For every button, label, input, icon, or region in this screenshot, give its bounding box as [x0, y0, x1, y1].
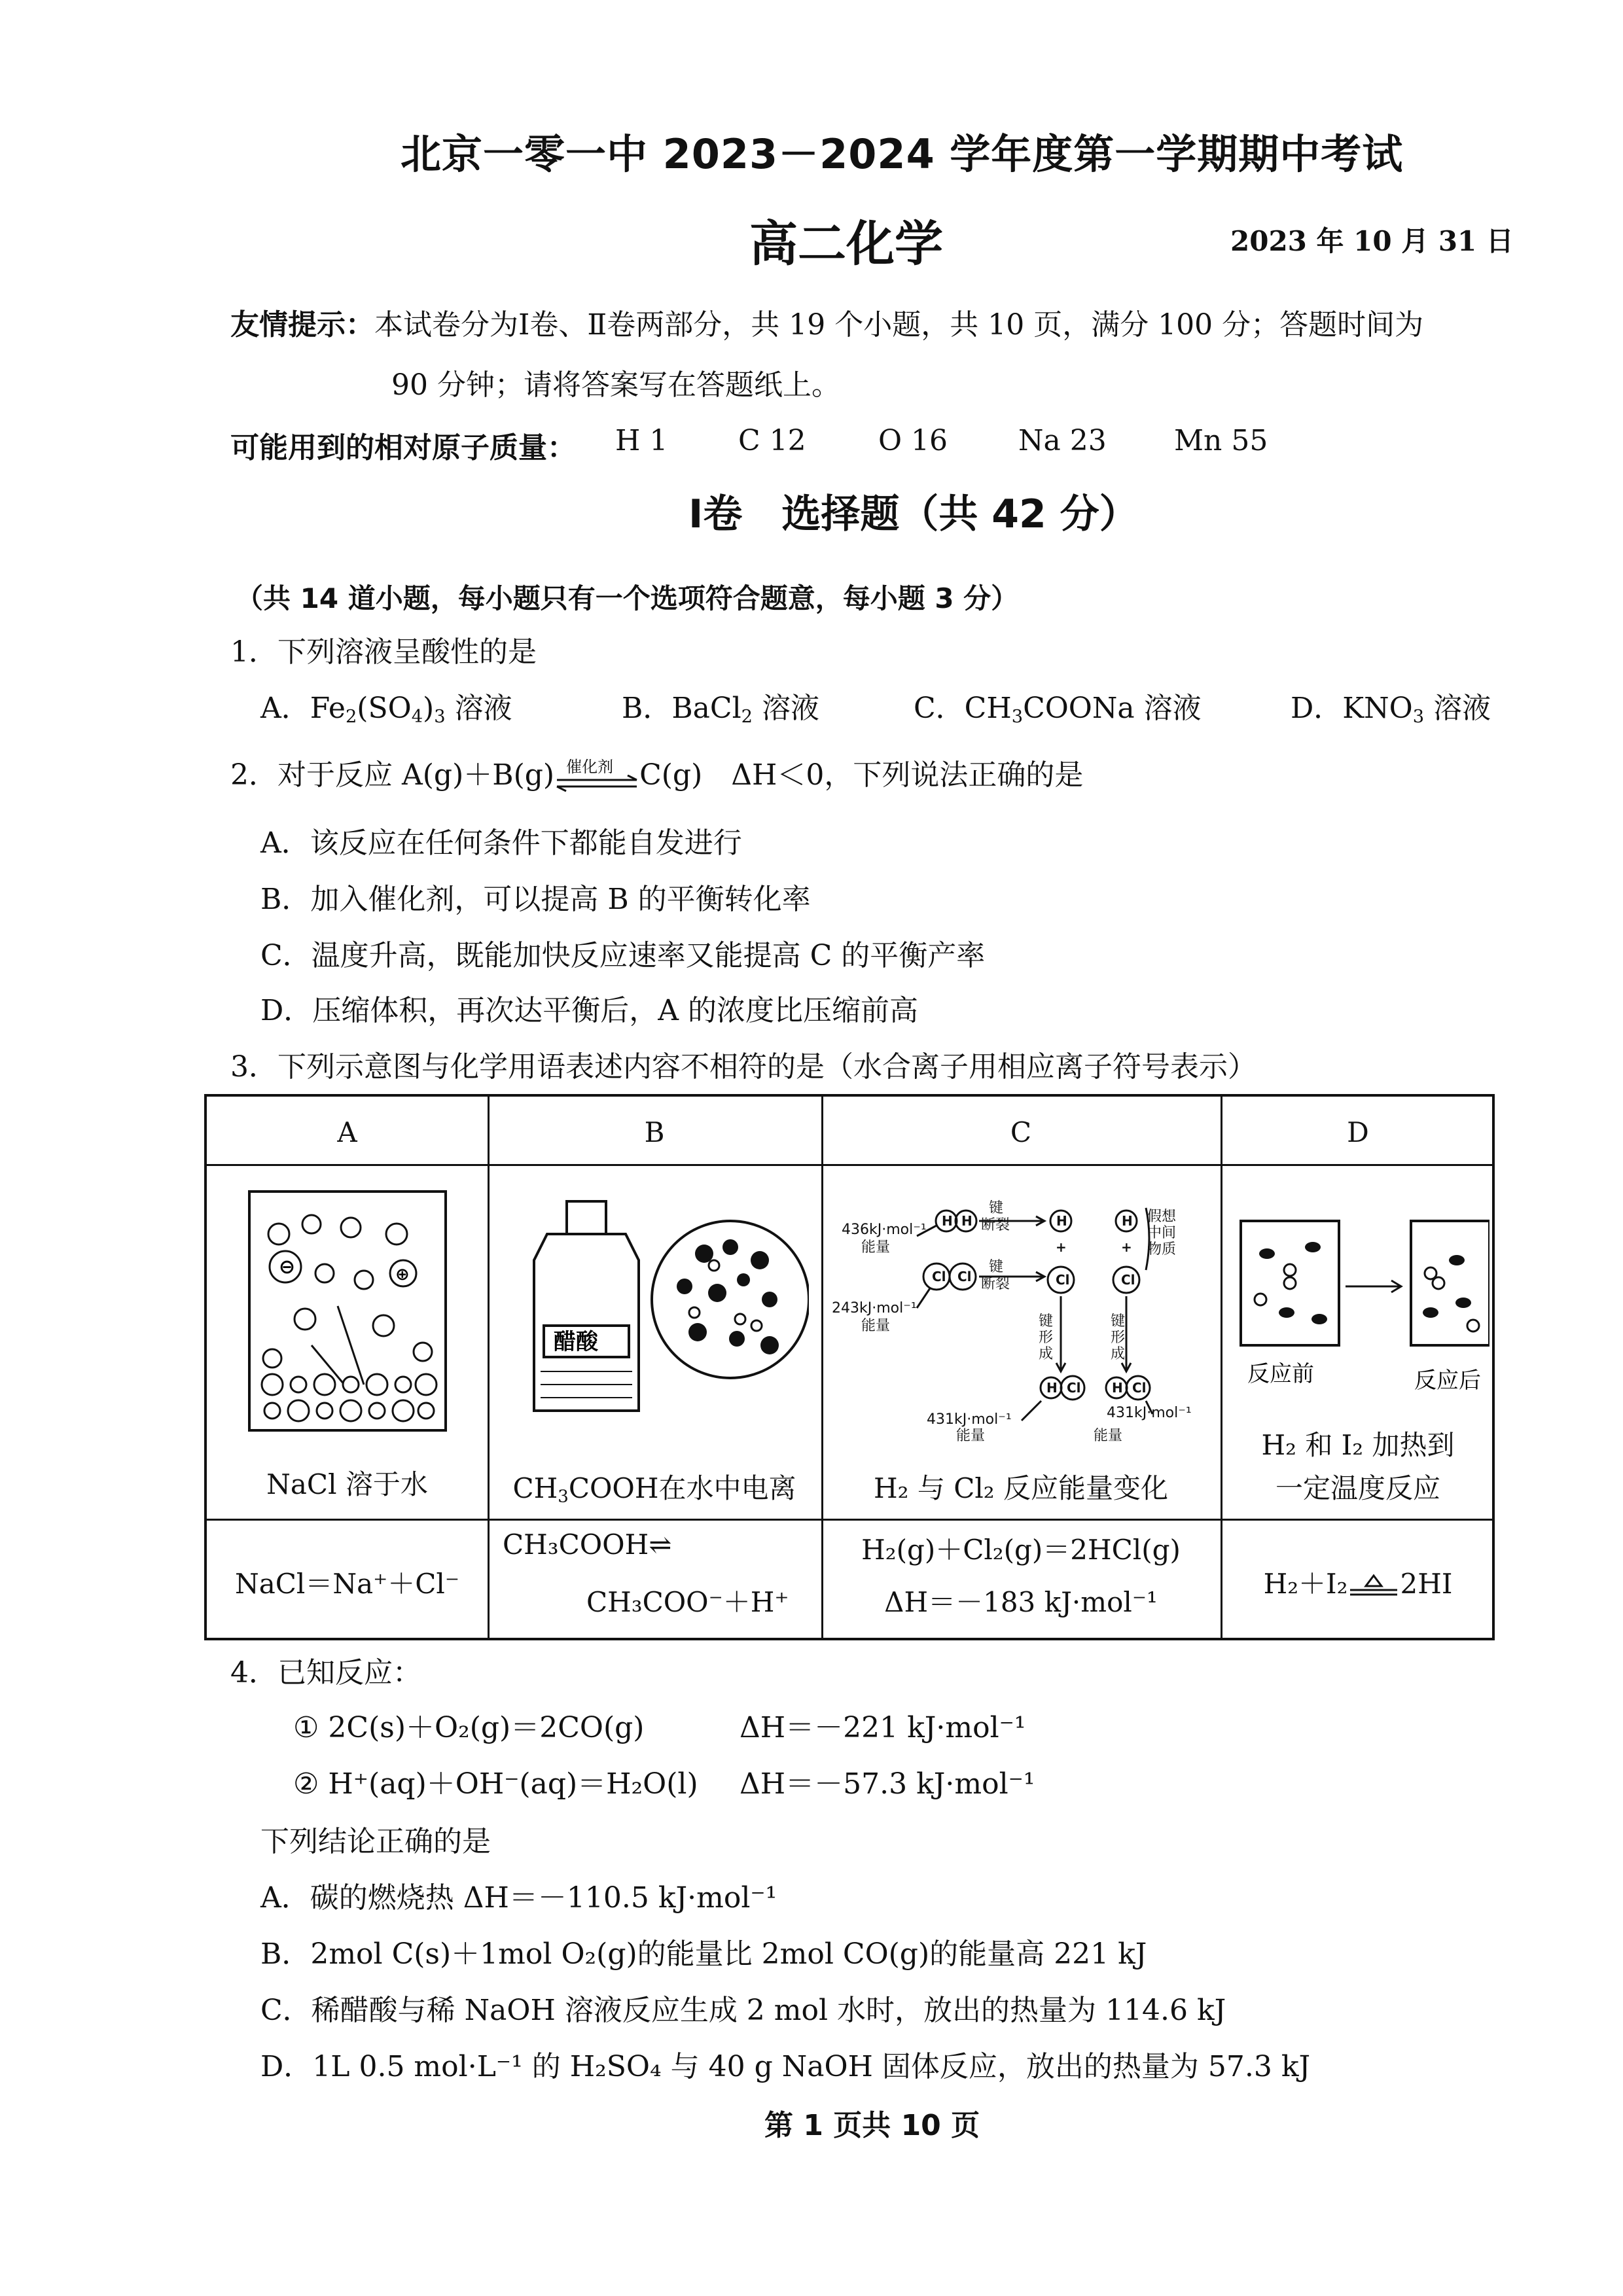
exam-date: 2023 年 10 月 31 日 — [1230, 225, 1514, 257]
h2-i2-reaction-diagram — [1228, 1188, 1489, 1398]
svg-text:431kJ·mol⁻¹: 431kJ·mol⁻¹ — [1107, 1405, 1192, 1421]
svg-text:H: H — [942, 1213, 953, 1229]
notice-text-1: 本试卷分为Ⅰ卷、Ⅱ卷两部分，共 19 个小题，共 10 页，满分 100 分；答题时间为 — [374, 308, 1424, 342]
q4-option-a: A．碳的燃烧热 ΔH＝－110.5 kJ·mol⁻¹ — [260, 1881, 777, 1915]
svg-text:能量: 能量 — [1094, 1428, 1123, 1444]
svg-text:+: + — [1121, 1239, 1132, 1255]
q1-option-d: D．$KNO_3$ 溶液 — [1291, 692, 1491, 727]
svg-text:Cl: Cl — [1056, 1272, 1070, 1288]
svg-text:成: 成 — [1039, 1346, 1054, 1362]
svg-text:431kJ·mol⁻¹: 431kJ·mol⁻¹ — [927, 1411, 1012, 1428]
q2-option-b: B．加入催化剂，可以提高 B 的平衡转化率 — [260, 883, 811, 916]
svg-text:醋酸: 醋酸 — [554, 1329, 598, 1355]
q2-option-d: D．压缩体积，再次达平衡后，A 的浓度比压缩前高 — [260, 994, 919, 1027]
svg-text:H: H — [961, 1213, 972, 1229]
equation-b-line1: CH₃COOH⇌ — [503, 1528, 672, 1561]
svg-text:键: 键 — [989, 1200, 1004, 1216]
mass-na: Na 23 — [1018, 424, 1107, 457]
svg-text:断裂: 断裂 — [981, 1276, 1010, 1292]
q4-reaction-2-dh: ΔH＝－57.3 kJ·mol⁻¹ — [740, 1767, 1035, 1801]
q2-stem: 2．对于反应 A(g)＋B(g) 催化剂 C(g) ΔH＜0，下列说法正确的是 — [230, 757, 1084, 792]
header-d: D — [1347, 1116, 1369, 1148]
svg-text:键: 键 — [1039, 1313, 1054, 1330]
q4-prompt: 下列结论正确的是 — [260, 1825, 491, 1858]
svg-text:H: H — [1056, 1213, 1067, 1229]
q1-option-a: A．$Fe_2(SO_4)_3$ 溶液 — [260, 692, 512, 727]
svg-text:243kJ·mol⁻¹: 243kJ·mol⁻¹ — [832, 1300, 917, 1316]
caption-d-line1: H₂ 和 I₂ 加热到 — [1261, 1429, 1455, 1461]
q2-option-c: C．温度升高，既能加快反应速率又能提高 C 的平衡产率 — [260, 939, 986, 972]
svg-text:断裂: 断裂 — [981, 1217, 1010, 1233]
q1-option-c: C．$CH_3COONa$ 溶液 — [914, 692, 1202, 727]
svg-text:Cl: Cl — [1132, 1380, 1147, 1396]
masses-label: 可能用到的相对原子质量： — [230, 431, 576, 465]
svg-text:形: 形 — [1111, 1330, 1126, 1346]
svg-text:H: H — [1122, 1213, 1133, 1229]
svg-text:+: + — [1056, 1239, 1067, 1255]
notice-line-1 — [230, 301, 1423, 343]
svg-text:中间: 中间 — [1147, 1225, 1177, 1241]
header-a: A — [337, 1116, 357, 1148]
atomic-masses — [230, 424, 576, 466]
q3-stem: 3．下列示意图与化学用语表述内容不相符的是（水合离子用相应离子符号表示） — [230, 1050, 1257, 1084]
svg-text:反应后: 反应后 — [1414, 1368, 1481, 1394]
notice-line-2: 90 分钟；请将答案写在答题纸上。 — [391, 368, 840, 402]
equation-d: H₂＋I₂ 2HI — [1263, 1568, 1453, 1600]
header-b: B — [644, 1116, 665, 1148]
svg-text:Cl: Cl — [932, 1269, 946, 1284]
q2-option-a: A．该反应在任何条件下都能自发进行 — [260, 826, 742, 860]
section-title: Ⅰ卷 选择题（共 42 分） — [688, 491, 1139, 537]
notice-label: 友情提示： — [230, 308, 374, 342]
equation-b-line2: CH₃COO⁻＋H⁺ — [586, 1586, 789, 1618]
nacl-dissolving-diagram — [246, 1188, 449, 1434]
svg-text:键: 键 — [989, 1259, 1004, 1275]
page-footer: 第 1 页共 10 页 — [764, 2109, 980, 2142]
svg-text:⊕: ⊕ — [395, 1265, 410, 1284]
svg-text:H: H — [1046, 1380, 1058, 1396]
equation-c-line2: ΔH＝－183 kJ·mol⁻¹ — [884, 1586, 1158, 1618]
q4-reaction-1-dh: ΔH＝－221 kJ·mol⁻¹ — [740, 1711, 1026, 1744]
svg-text:能量: 能量 — [956, 1428, 986, 1444]
q3-table — [204, 1094, 1495, 1640]
caption-a: NaCl 溶于水 — [266, 1468, 428, 1500]
mass-h: H 1 — [615, 424, 668, 457]
heating-arrow — [1347, 1573, 1400, 1599]
equation-a: NaCl＝Na⁺＋Cl⁻ — [234, 1568, 460, 1600]
mass-mn: Mn 55 — [1174, 424, 1268, 457]
caption-d-line2: 一定温度反应 — [1275, 1472, 1440, 1504]
exam-title: 北京一零一中 2023－2024 学年度第一学期期中考试 — [401, 130, 1404, 178]
mass-c: C 12 — [738, 424, 806, 457]
svg-text:物质: 物质 — [1147, 1241, 1177, 1258]
svg-text:能量: 能量 — [861, 1318, 891, 1334]
q4-option-c: C．稀醋酸与稀 NaOH 溶液反应生成 2 mol 水时，放出的热量为 114.6 kJ — [260, 1994, 1226, 2027]
caption-c: H₂ 与 Cl₂ 反应能量变化 — [874, 1472, 1168, 1504]
svg-text:反应前: 反应前 — [1247, 1361, 1314, 1387]
svg-text:⊖: ⊖ — [279, 1256, 296, 1279]
svg-text:形: 形 — [1039, 1330, 1054, 1346]
q4-option-b: B．2mol C(s)＋1mol O₂(g)的能量比 2mol CO(g)的能量高 221 kJ — [260, 1937, 1147, 1971]
svg-text:成: 成 — [1111, 1346, 1126, 1362]
svg-text:Cl: Cl — [1121, 1272, 1135, 1288]
q1-stem: 1．下列溶液呈酸性的是 — [230, 635, 537, 669]
acetic-acid-bottle-diagram — [508, 1188, 809, 1424]
bond-energy-diagram — [825, 1172, 1218, 1447]
svg-text:Cl: Cl — [957, 1269, 972, 1284]
svg-text:Cl: Cl — [1067, 1380, 1081, 1396]
section-instructions: （共 14 道小题，每小题只有一个选项符合题意，每小题 3 分） — [236, 582, 1019, 614]
catalyst-arrow: 催化剂 — [554, 763, 639, 792]
svg-text:能量: 能量 — [861, 1239, 891, 1256]
svg-text:436kJ·mol⁻¹: 436kJ·mol⁻¹ — [842, 1222, 927, 1238]
svg-text:H: H — [1112, 1380, 1123, 1396]
q4-reaction-2: ② H⁺(aq)＋OH⁻(aq)＝H₂O(l) — [293, 1767, 698, 1801]
q4-stem: 4．已知反应： — [230, 1656, 421, 1689]
caption-b: $CH_3COOH$在水中电离 — [512, 1472, 796, 1507]
q1-option-b: B．BaCl$_2$ 溶液 — [622, 692, 819, 727]
svg-text:键: 键 — [1111, 1313, 1126, 1330]
subject-title: 高二化学 — [749, 216, 943, 272]
header-c: C — [1010, 1116, 1032, 1148]
mass-o: O 16 — [878, 424, 948, 457]
svg-text:假想: 假想 — [1147, 1209, 1177, 1225]
q4-reaction-1: ① 2C(s)＋O₂(g)＝2CO(g) — [293, 1711, 645, 1744]
q4-option-d: D．1L 0.5 mol·L⁻¹ 的 H₂SO₄ 与 40 g NaOH 固体反应，放出的热量为 57.3 kJ — [260, 2050, 1311, 2083]
equation-c-line1: H₂(g)＋Cl₂(g)＝2HCl(g) — [861, 1534, 1181, 1566]
